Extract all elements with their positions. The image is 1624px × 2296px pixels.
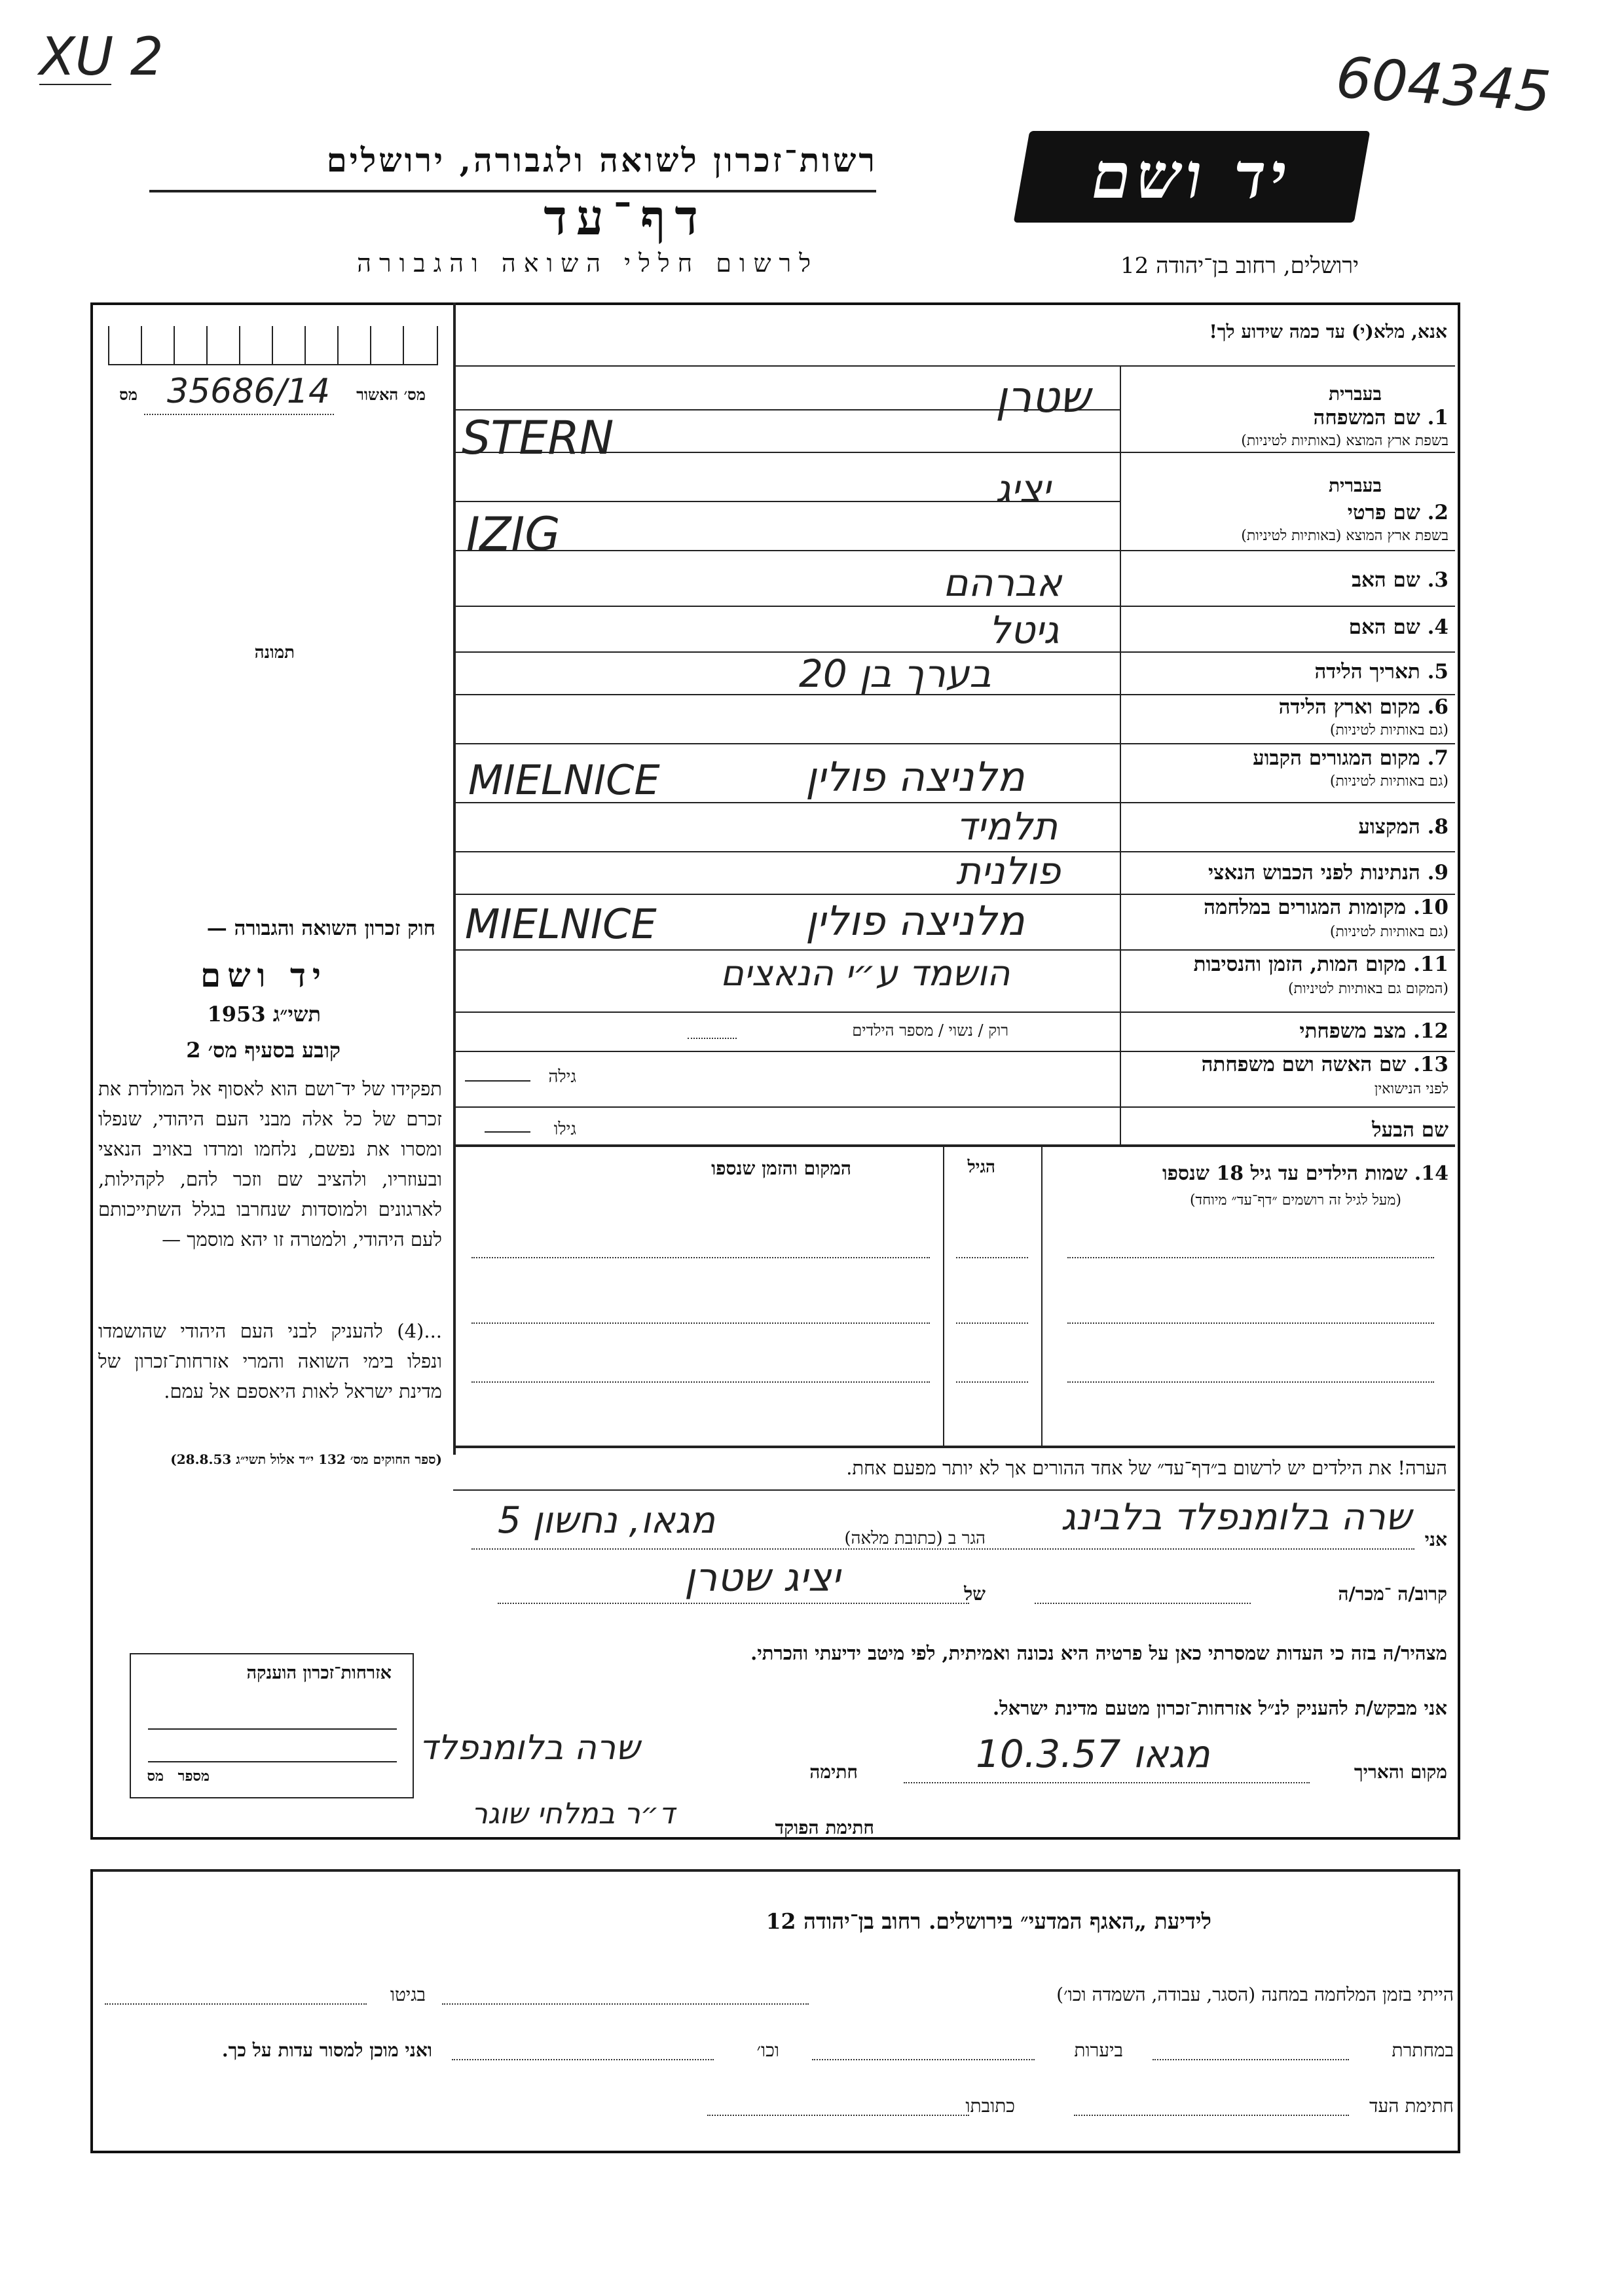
approval-line [144, 414, 334, 415]
field-1-sub: בשפת ארץ המוצא (באותיות לטיניות) [1241, 433, 1449, 449]
place-date-line [904, 1782, 1310, 1783]
footer-address-line [707, 2115, 969, 2116]
label-column-divider [1120, 365, 1121, 1144]
footer-testimony-text: ואני מוכן למסור עדות על כך. [221, 2039, 432, 2061]
children-col-divider-2 [943, 1144, 944, 1446]
field-5-label: 5. תאריך הלידה [1314, 660, 1449, 683]
address-value: מגאו, נחשון 5 [498, 1499, 716, 1542]
field-1-hebrew-value: שטרן [995, 372, 1090, 422]
field-4-label: 4. שם האם [1348, 615, 1449, 639]
declarant-prefix: אני [1424, 1529, 1447, 1550]
remark-text: הערה! את הילדים יש לרשום ב״דף־עד״ של אחד ההורים אך לא יותר מפעם אחת. [846, 1457, 1447, 1479]
field-2-sub: בשפת ארץ המוצא (באותיות לטיניות) [1241, 528, 1449, 544]
citizenship-number-sign: מס [147, 1768, 164, 1785]
field-7-sub: (גם באותיות לטיניות) [1329, 773, 1449, 790]
children-count-line [688, 1038, 737, 1039]
footer-forests-line [812, 2059, 1035, 2060]
husband-age-line [485, 1131, 530, 1133]
field-7-latin-value: MIELNICE [468, 756, 660, 804]
field-2-latin-value: IZIG [466, 507, 561, 561]
field-4-value: גיטל [989, 608, 1060, 652]
left-panel-divider [453, 302, 456, 1455]
field-6-sub: (גם באותיות לטיניות) [1329, 722, 1449, 738]
corner-underline [39, 84, 111, 85]
official-label: חתימת הפוקד [775, 1817, 874, 1838]
footer-forests-label: ביערות [1074, 2039, 1123, 2061]
form-title: דף־עד [544, 190, 707, 246]
approval-number-sign: מס [119, 385, 138, 404]
field-1-latin-value: STERN [462, 411, 614, 465]
of-value: יציג שטרן [684, 1555, 840, 1601]
place-date-label: מקום והאריך [1354, 1761, 1447, 1783]
hebrew-tag-2: בעברית [1328, 475, 1382, 496]
relation-label: קרוב/ה ־מכר/ה [1338, 1583, 1447, 1605]
footer-etc-label: וכו׳ [756, 2039, 779, 2061]
footer-etc-line [452, 2059, 714, 2060]
form-subtitle: לרשום חללי השואה והגבורה [357, 249, 819, 278]
children-age-header: הגיל [967, 1157, 995, 1177]
authority-title: רשות־זכרון לשואה ולגבורה, ירושלים [326, 141, 877, 179]
of-line [498, 1603, 969, 1604]
field-1-label: 1. שם המשפחה [1313, 406, 1449, 429]
children-place-header: המקום והזמן שנספו [711, 1157, 851, 1179]
law-clause: קובע בסעיף מס׳ 2 [186, 1038, 341, 1063]
field-12-label: 12. מצב משפחתי [1299, 1019, 1449, 1043]
field-9-label: 9. הנתינות לפני הכבוש הנאצי [1208, 861, 1449, 884]
field-10-hebrew-value: מלניצה פולין [805, 897, 1025, 945]
remark-divider [453, 1489, 1455, 1491]
field-13-sub: לפני הנישואין [1374, 1081, 1449, 1097]
photo-label: תמונה [254, 643, 295, 663]
hebrew-tag-1: בעברית [1328, 383, 1382, 405]
husband-age-label: גילו [553, 1120, 576, 1139]
declaration-text: מצהיר/ה בזה כי העדות שמסרתי כאן על פרטיה היא נכונה ואמיתית, לפי מיטב ידיעתי והכרתי. [750, 1642, 1447, 1664]
field-3-label: 3. שם האב [1352, 568, 1449, 592]
declarant-name: שרה בלומנפלד בלבינג [1061, 1496, 1412, 1539]
children-note: (מעל לגיל זה רושמים ״דף־עד״ מיוחד) [1189, 1192, 1401, 1209]
field-2-label: 2. שם פרטי [1347, 501, 1449, 524]
footer-address-label: כתובתו [965, 2095, 1015, 2117]
footer-underground-label: במחתרת [1392, 2039, 1454, 2061]
intro-text: אנא, מלא(י) עד כמה שידוע לך! [1209, 321, 1447, 342]
field-8-label: 8. המקצוע [1358, 815, 1449, 839]
declarant-line [471, 1548, 1414, 1550]
footer-ghetto-label: בגיטו [390, 1984, 426, 2005]
law-year: תשי״ג 1953 [207, 1002, 321, 1027]
of-label: של [964, 1583, 986, 1605]
field-3-value: אברהם [943, 560, 1062, 605]
field-11-label: 11. מקום המות, הזמן והנסיבות [1193, 953, 1449, 976]
field-9-value: פולנית [956, 848, 1061, 893]
citizenship-number-label: מספר [177, 1768, 210, 1785]
field-7-hebrew-value: מלניצה פולין [805, 753, 1025, 801]
field-10-label: 10. מקומות המגורים במלחמה [1204, 896, 1449, 919]
field-11-value: הושמד ע״י הנאצים [720, 953, 1010, 994]
field-7-label: 7. מקום המגורים הקבוע [1253, 746, 1449, 770]
yad-vashem-logo [1014, 131, 1371, 223]
signature-label: חתימה [809, 1761, 858, 1783]
wife-age-label: גילה [548, 1067, 576, 1087]
husband-label: שם הבעל [1372, 1118, 1449, 1142]
official-value: ד״ר במלחי שוגר [471, 1797, 675, 1831]
children-bottom-border [453, 1446, 1455, 1448]
wife-age-line [465, 1080, 530, 1082]
law-text-2: ...(4) להעניק לבני העם היהודי שהושמדו ונפלו בימי השואה והמרי אזרחות־זכרון של מדינת ישראל לאות היאספם אל עמם. [98, 1320, 442, 1402]
approval-label: מס׳ האשור [356, 385, 426, 404]
footer-camp-line [442, 2003, 809, 2005]
corner-right-number: 604345 [1333, 45, 1553, 126]
footer-witness-sig-label: חתימת העד [1369, 2095, 1454, 2117]
header-address: ירושלים, רחוב בן־יהודה 12 [1120, 253, 1359, 279]
authority-underline [149, 190, 876, 192]
field-11-sub: (המקום גם באותיות לטיניות) [1288, 981, 1449, 997]
law-reference: (ספר החוקים מס׳ 132 י״ד אלול תשי״ג 28.8.53) [170, 1451, 442, 1467]
footer-heading: לידיעת „האגף המדעי״ בירושלים. רחוב בן־יהודה 12 [766, 1908, 1211, 1934]
children-title: 14. שמות הילדים עד גיל 18 שנספו [1162, 1162, 1449, 1185]
children-col-divider-1 [1041, 1144, 1043, 1446]
address-label: הגר ב (כתובת מלאה) [844, 1529, 986, 1548]
marital-options: רוק / נשוי / מספר הילדים [852, 1021, 1008, 1040]
field-5-value: בערך בן 20 [799, 651, 991, 696]
approval-value: 35686/14 [167, 372, 331, 411]
relation-line [1035, 1603, 1251, 1604]
citizenship-line-2 [148, 1761, 397, 1762]
field-10-sub: (גם באותיות לטיניות) [1329, 924, 1449, 940]
footer-camp-label: הייתי בזמן המלחמה במחנה (הסגר, עבודה, השמדה וכו׳) [1056, 1984, 1454, 2005]
request-text: אני מבקש/ת להעניק לנ״ל אזרחות־זכרון מטעם מדינת ישראל. [993, 1697, 1447, 1719]
law-name: יד ושם [200, 956, 327, 994]
logo-text: יד ושם [1085, 139, 1299, 213]
citizenship-title: אזרחות־זכרון הוענקה [246, 1663, 392, 1683]
field-8-value: תלמיד [956, 804, 1058, 848]
intro-divider [453, 365, 1455, 367]
signature-value: שרה בלומנפלד [419, 1728, 640, 1768]
field-10-latin-value: MIELNICE [465, 900, 657, 948]
law-text: תפקידו של יד־ושם הוא לאסוף אל המולדת את זכרם של כל אלה מבני העם היהודי, שנפלו ומסרו את נפשם, נלחמו ומרדו באויב הנאצי ובעוזריו, ולהציב שם וזכר להם, לקהילות, לארגונים ולמוסדות שנחרבו בגלל השתייכותם לעם היהודי, ולמטרה זו יהא מוסמך — [98, 1078, 442, 1250]
field-2-hebrew-value: יציג [995, 466, 1051, 511]
footer-ghetto-line [105, 2003, 367, 2005]
footer-underground-line [1153, 2059, 1349, 2060]
law-title: חוק זכרון השואה והגבורה — [206, 917, 435, 940]
field-6-label: 6. מקום וארץ הלידה [1278, 695, 1449, 719]
field-13-label: 13. שם האשה ושם משפחתה [1201, 1053, 1449, 1076]
corner-left-mark: XU 2 [39, 26, 164, 87]
footer-witness-sig-line [1074, 2115, 1349, 2116]
citizenship-line-1 [148, 1728, 397, 1730]
place-date-value: מגאו 10.3.57 [976, 1732, 1210, 1776]
